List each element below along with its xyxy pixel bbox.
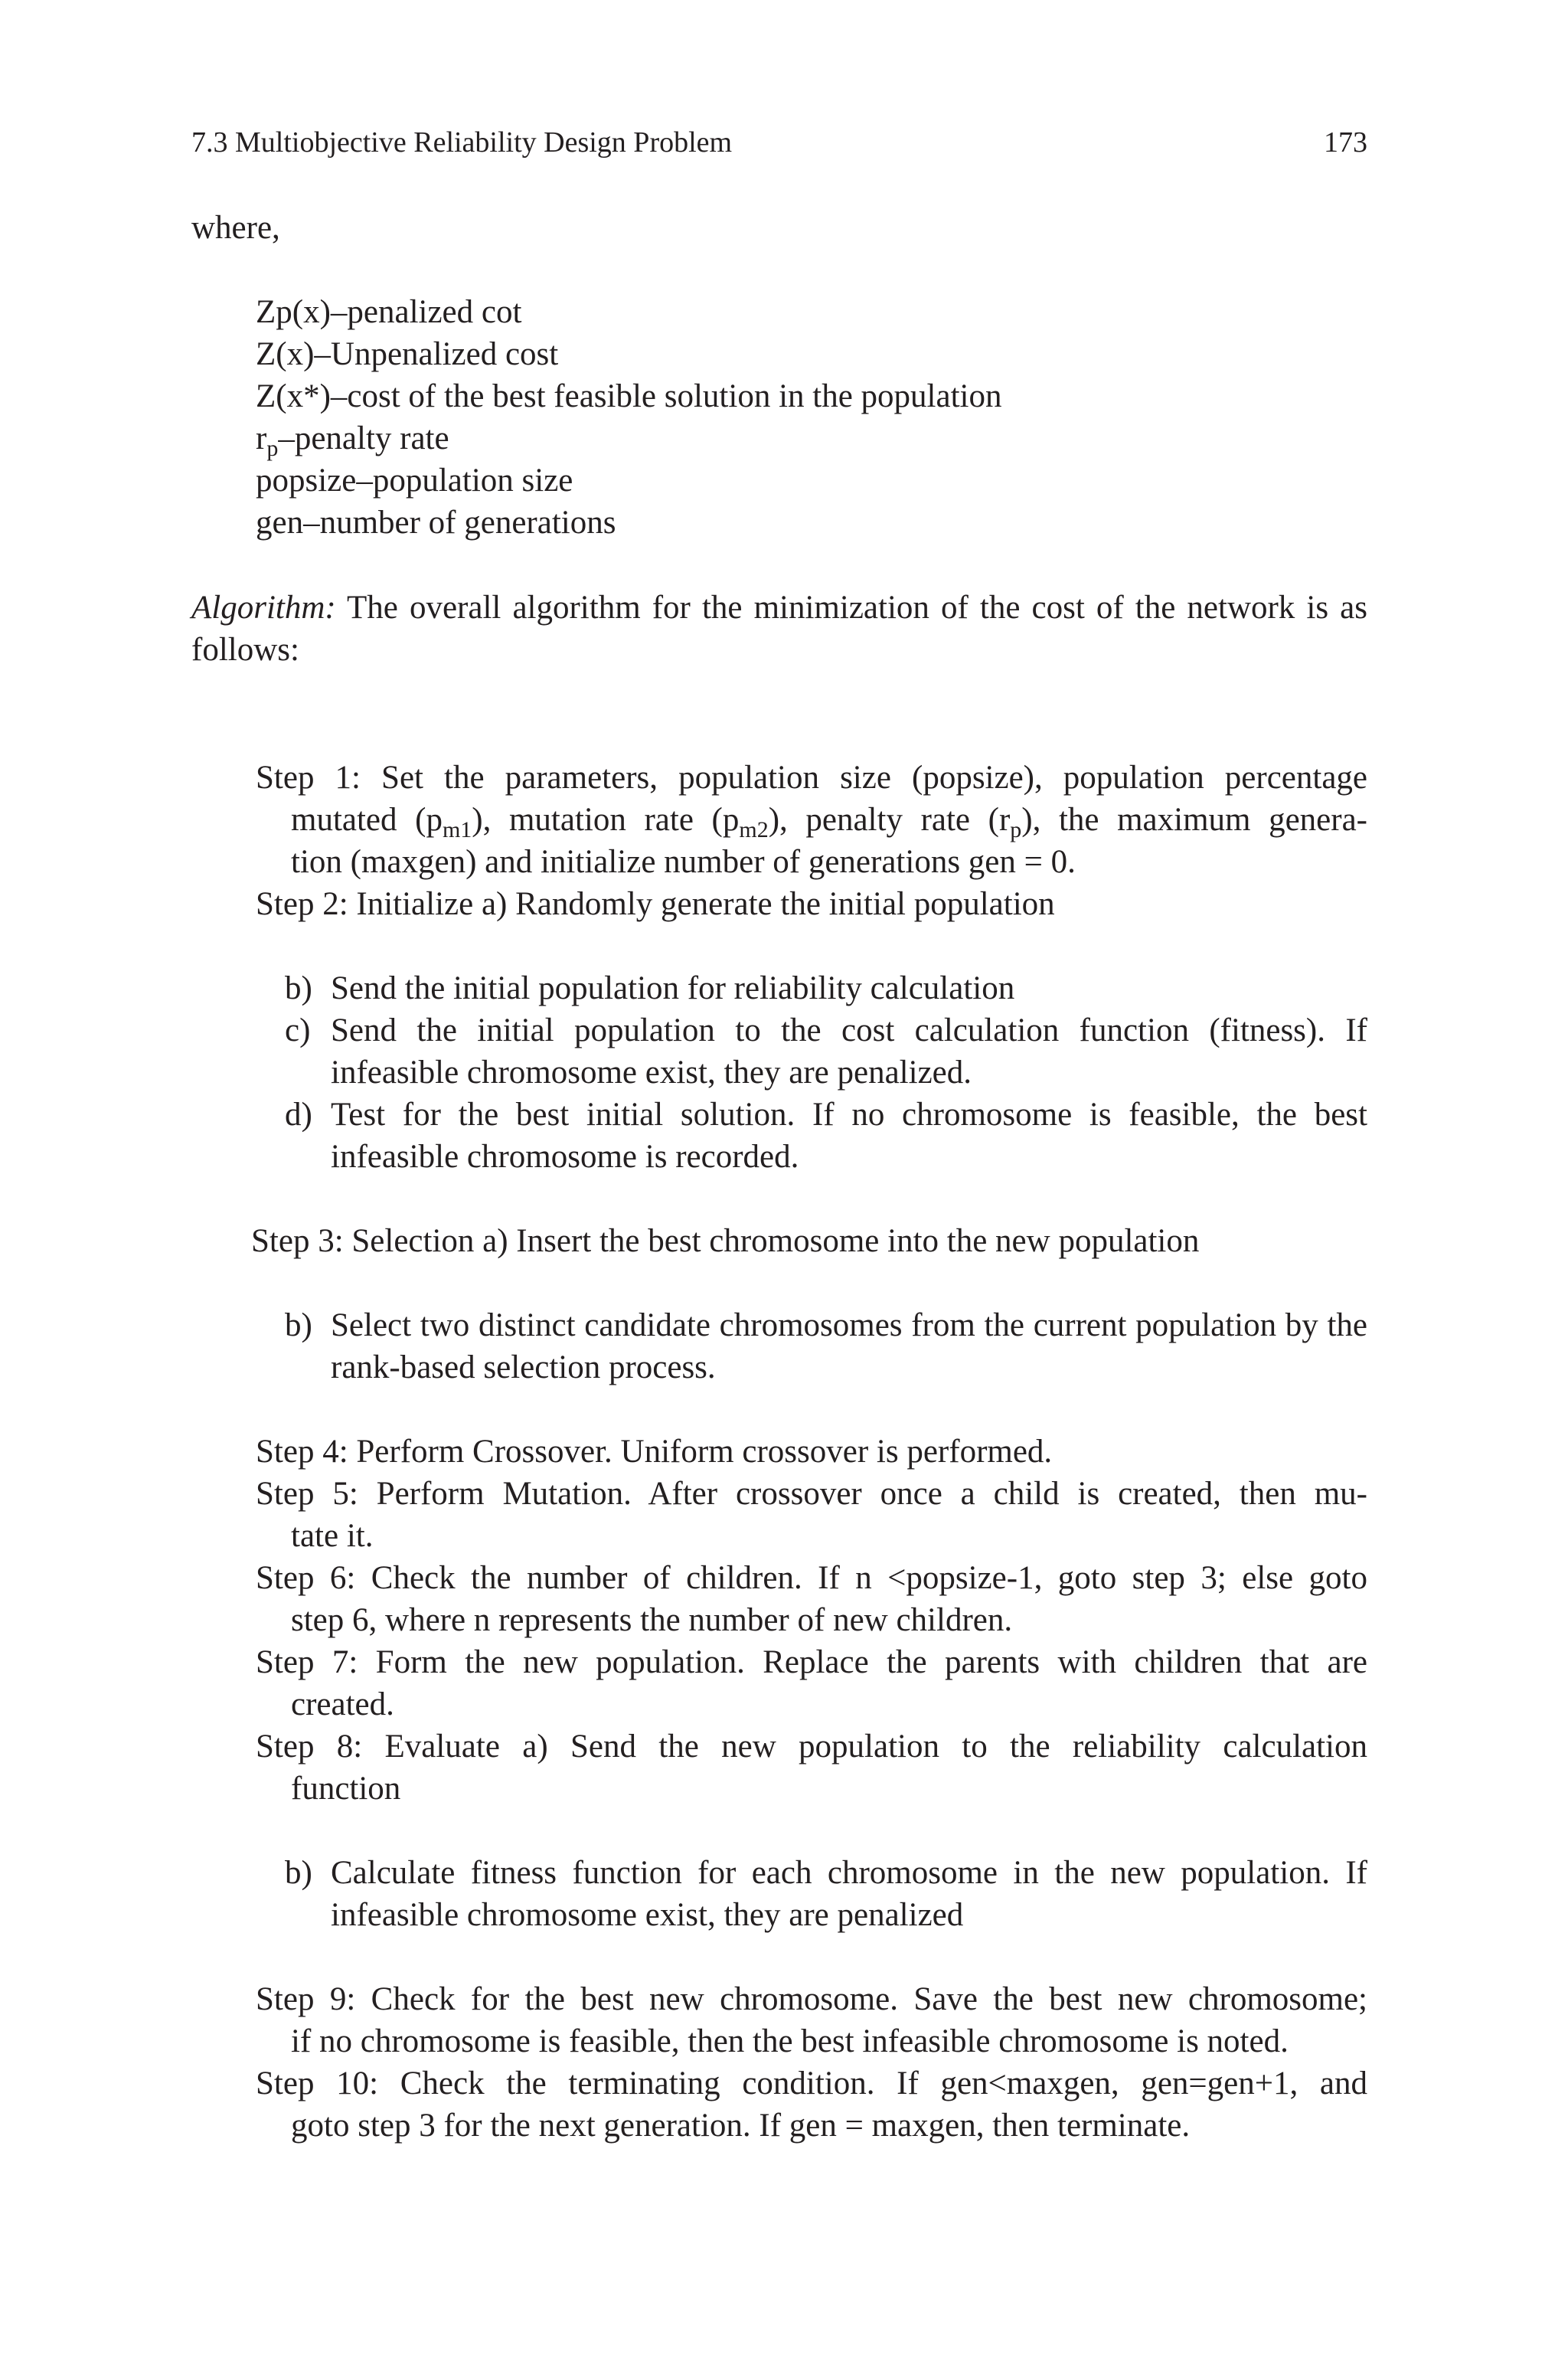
step-7-line-1: Step 7: Form the new population. Replace the parents with children that are: [256, 1644, 1367, 1680]
step-10: [256, 2062, 1367, 2147]
step-2-item-d: [285, 1094, 1367, 1178]
step-4: Step 4: Perform Crossover. Uniform crossover is performed.: [256, 1434, 1053, 1470]
rp-subscript: p: [266, 436, 279, 461]
step-2-item-c: [285, 1009, 1367, 1094]
section-title: 7.3 Multiobjective Reliability Design Problem: [191, 126, 733, 159]
algorithm-intro: [191, 587, 1367, 671]
definition-gen: gen–number of generations: [256, 505, 616, 541]
definition-zp: Zp(x)–penalized cot: [256, 294, 522, 330]
step-5: [256, 1473, 1367, 1557]
rp-text: –penalty rate: [278, 420, 449, 456]
definition-zstar: Z(x*)–cost of the best feasible solution in the population: [256, 378, 1002, 414]
step-2-item-b: [285, 967, 1367, 1009]
step-6: [256, 1557, 1367, 1641]
item-marker: b): [285, 1855, 312, 1891]
step-8: [256, 1725, 1367, 1810]
step-10-line-1: Step 10: Check the terminating condition. If gen<maxgen, gen=gen+1, and: [256, 2065, 1367, 2101]
step-1-line-2: mutated $(p_{m1})$, mutation rate $(p_{m2})$, penalty rate $(r_p)$, the maximum genera-: [291, 802, 1367, 842]
step-3: Step 3: Selection a) Insert the best chromosome into the new population: [251, 1223, 1200, 1259]
algorithm-text: The overall algorithm for the minimization of the cost of the network is as follows:: [191, 590, 1367, 668]
step-9: [256, 1978, 1367, 2062]
step-5-line-2: tate it.: [291, 1518, 374, 1554]
step-7: [256, 1641, 1367, 1725]
rp-symbol: r: [256, 420, 267, 456]
step-6-line-2: step 6, where n represents the number of new children.: [291, 1602, 1013, 1638]
step-10-line-2: goto step 3 for the next generation. If gen = maxgen, then terminate.: [291, 2108, 1191, 2144]
item-text: Send the initial population to the cost calculation function (fitness). If infeasible chromosome exist, they are penalized.: [331, 1012, 1367, 1091]
item-marker: c): [285, 1012, 311, 1048]
definition-z: Z(x)–Unpenalized cost: [256, 336, 559, 372]
item-text: Test for the best initial solution. If no chromosome is feasible, the best infeasible chromosome is recorded.: [331, 1097, 1367, 1175]
definition-rp: [256, 417, 1001, 460]
step-5-line-1: Step 5: Perform Mutation. After crossover once a child is created, then mu-: [256, 1476, 1367, 1512]
item-text: Select two distinct candidate chromosomes from the current population by the rank-based selection process.: [331, 1307, 1367, 1385]
item-marker: d): [285, 1097, 312, 1133]
step-8-item-b: [285, 1852, 1367, 1936]
definition-popsize: popsize–population size: [256, 463, 573, 499]
step-9-line-2: if no chromosome is feasible, then the best infeasible chromosome is noted.: [291, 2023, 1289, 2059]
page-number: 173: [1324, 126, 1367, 159]
item-text: Calculate fitness function for each chromosome in the new population. If infeasible chromosome exist, they are penalized: [331, 1855, 1367, 1933]
step-8-line-2: function: [291, 1771, 401, 1807]
step-2: Step 2: Initialize a) Randomly generate the initial population: [256, 886, 1055, 922]
item-marker: b): [285, 1307, 312, 1343]
step-8-line-1: Step 8: Evaluate a) Send the new population to the reliability calculation: [256, 1729, 1367, 1765]
step-1-line-3: tion (maxgen) and initialize number of generations gen = 0.: [291, 844, 1076, 880]
definitions-list: [256, 291, 1001, 544]
running-head: [191, 125, 1367, 160]
algorithm-label: Algorithm:: [191, 590, 336, 626]
where-label: where,: [191, 210, 280, 246]
step-1-line-1: Step 1: Set the parameters, population size (popsize), population percentage: [256, 760, 1367, 796]
step-9-line-1: Step 9: Check for the best new chromosome. Save the best new chromosome;: [256, 1981, 1367, 2017]
item-text: Send the initial population for reliability calculation: [331, 970, 1015, 1006]
step-3-item-b: [285, 1304, 1367, 1388]
step-7-line-2: created.: [291, 1686, 394, 1722]
item-marker: b): [285, 970, 312, 1006]
step-1: [256, 757, 1367, 883]
step-6-line-1: Step 6: Check the number of children. If n <popsize-1, goto step 3; else goto: [256, 1560, 1367, 1596]
